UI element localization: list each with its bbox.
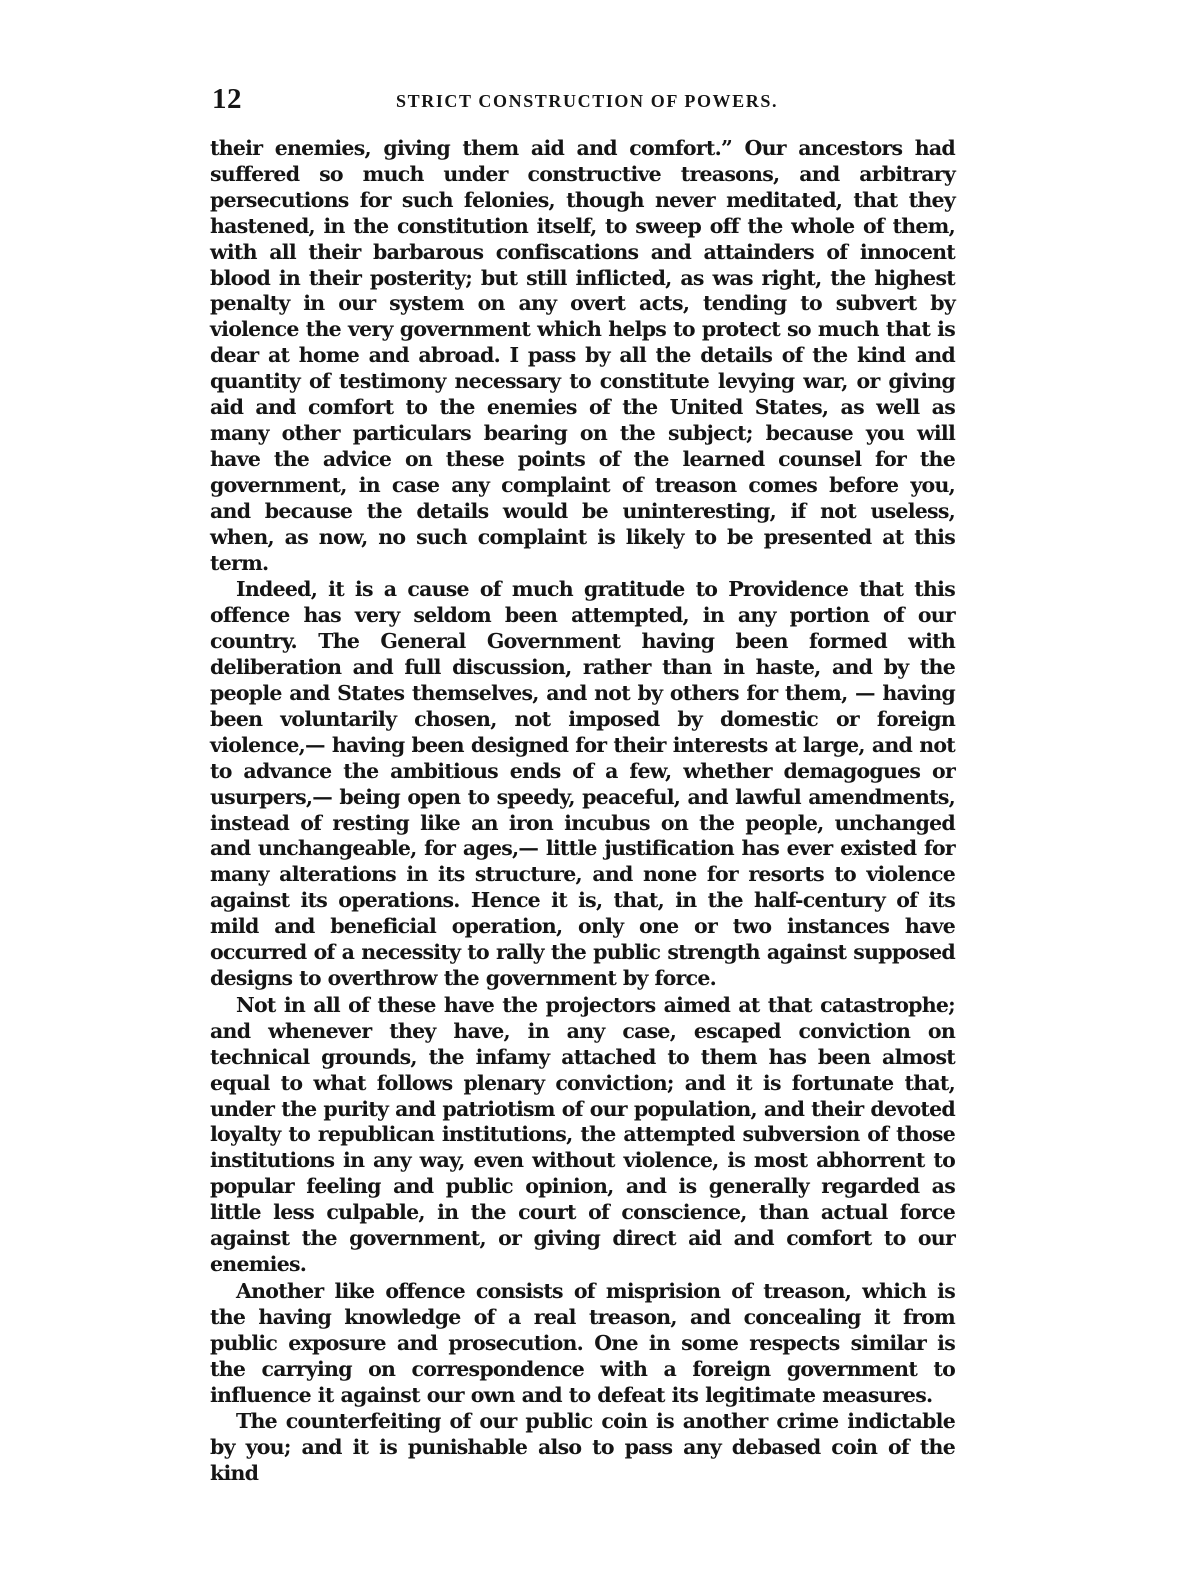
paragraph-5: The counterfeiting of our public coin is another crime indictable by you; and it is punishable also to pass any debased coin of the kind <box>210 1409 955 1486</box>
page-number: 12 <box>212 83 242 115</box>
paragraph-2: Indeed, it is a cause of much gratitude to Providence that this offence has very seldom been attempted, in any portion of our country. The General Government having been formed with deliberation and full discussion, rather than in haste, and by the people and States themselves, and not by others for them, — having been voluntarily chosen, not imposed by domestic or foreign violence,— having been designed for their interests at large, and not to advance the ambitious ends of a few, whether demagogues or usurpers,— being open to speedy, peaceful, and lawful amendments, instead of resting like an iron incubus on the people, unchanged and unchangeable, for ages,— little justification has ever existed for many alterations in its structure, and none for resorts to violence against its operations. Hence it is, that, in the half-century of its mild and beneficial operation, only one or two instances have occurred of a necessity to rally the public strength against supposed designs to overthrow the government by force. <box>210 577 955 990</box>
paragraph-1: their enemies, giving them aid and comfort.” Our ancestors had suffered so much under constructive treasons, and arbitrary persecutions for such felonies, though never meditated, that they hastened, in the constitution itself, to sweep off the whole of them, with all their barbarous confiscations and attainders of innocent blood in their posterity; but still inflicted, as was right, the highest penalty in our system on any overt acts, tending to subvert by violence the very government which helps to protect so much that is dear at home and abroad. I pass by all the details of the kind and quantity of testimony necessary to constitute levying war, or giving aid and comfort to the enemies of the United States, as well as many other particulars bearing on the subject; because you will have the advice on these points of the learned counsel for the government, in case any complaint of treason comes before you, and because the details would be uninteresting, if not useless, when, as now, no such complaint is likely to be presented at this term. <box>210 136 955 575</box>
paragraph-3: Not in all of these have the projectors aimed at that catastrophe; and whenever they have, in any case, escaped conviction on technical grounds, the infamy attached to them has been almost equal to what follows plenary conviction; and it is fortunate that, under the purity and patriotism of our population, and their devoted loyalty to republican institutions, the attempted subversion of those institutions in any way, even without violence, is most abhorrent to popular feeling and public opinion, and is generally regarded as little less culpable, in the court of conscience, than actual force against the government, or giving direct aid and comfort to our enemies. <box>210 992 955 1276</box>
running-title: STRICT CONSTRUCTION OF POWERS. <box>396 91 779 111</box>
paragraph-4: Another like offence consists of misprision of treason, which is the having knowledge of a real treason, and concealing it from public exposure and prosecution. One in some respects similar is the carrying on correspondence with a foreign government to influence it against our own and to defeat its legitimate measures. <box>210 1278 955 1407</box>
body-text <box>210 136 955 1487</box>
running-header <box>210 83 955 117</box>
